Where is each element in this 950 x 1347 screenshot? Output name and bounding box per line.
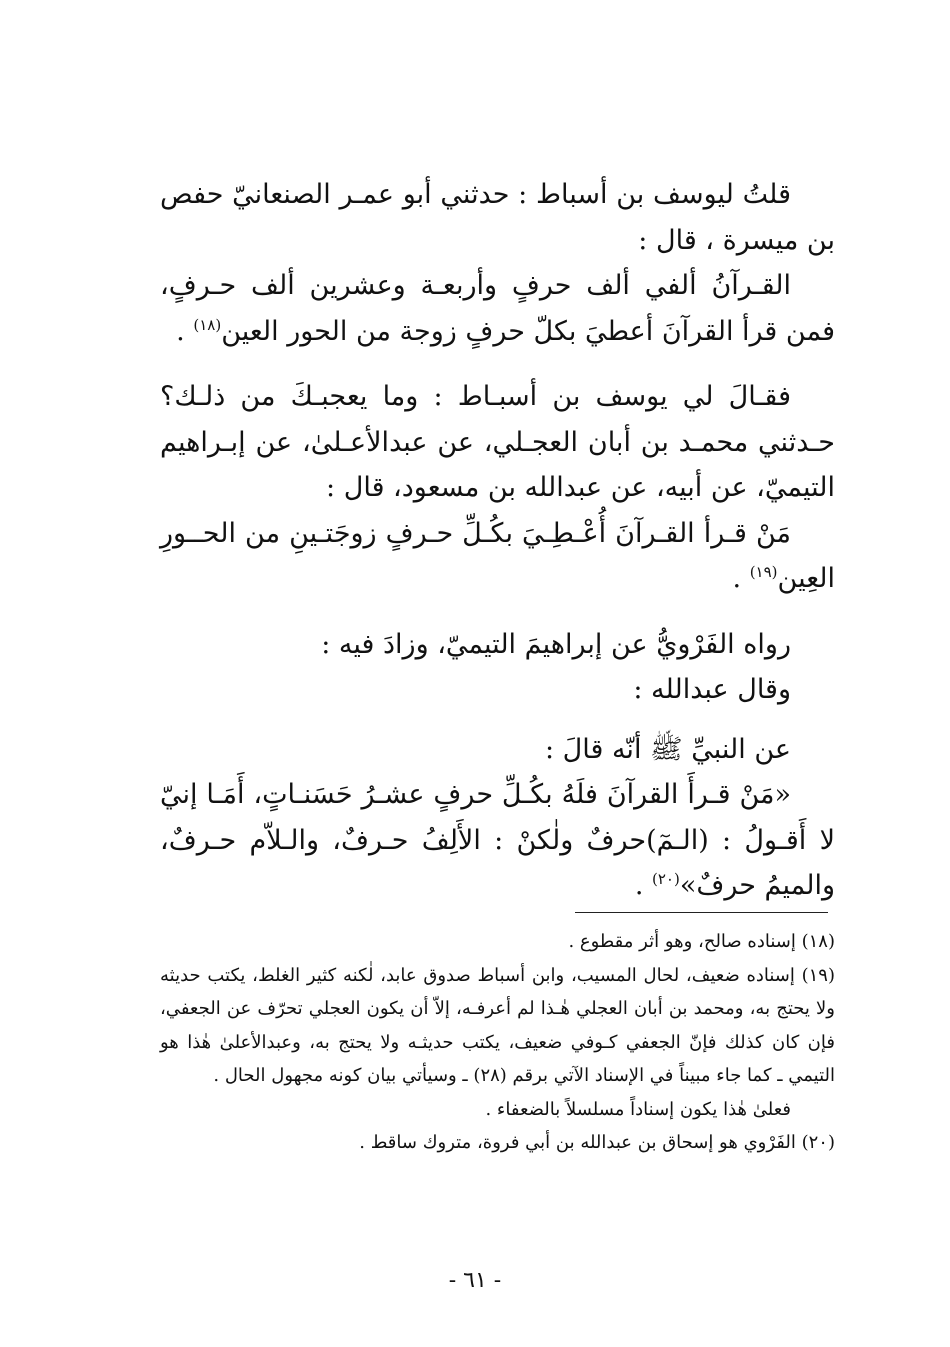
paragraph-5: رواه الفَرْويُّ عن إبراهيمَ التيميّ، وزادَ فيه :: [321, 628, 791, 660]
footnote-19: (١٩) إسناده ضعيف، لحال المسيب، وابن أسباط صدوق عابد، لٰكنه كثير الغلط، يكتب حديثه ولا يحتج به، ومحمد بن أبان العجلي هٰـذا لم أعرفـه، إلاّ أن يكون العجلي تحرّف عن الجعفي، فإن كان كذلك فإنّ الجعفي كـوفي ضعيف، يكتب حديثـه ولا يحتج به، وعبدالأعلىٰ هٰذا هو التيمي ـ كما جاء مبيناً في الإسناد الآتي برقم (٢٨) ـ وسيأتي بيان كونه مجهول الحال .: [160, 964, 835, 1086]
paragraph-7: عن النبيِّ ﷺ أنّه قالَ :: [544, 733, 791, 765]
footnote-19-continuation: فعلىٰ هٰذا يكون إسناداً مسلسلاً بالضعفاء .: [485, 1098, 791, 1120]
paragraph-8-text: «مَنْ قـرأَ القرآنَ فلَهُ بكُـلِّ حرفٍ عشـرُ حَسَنـاتٍ، أَمَـا إنيّ لا أَقـولُ : (الـمٓ)حرفٌ ولٰكنْ : الأَلِفُ حـرفٌ، والـلاّم حـرفٌ، والميمُ حرفٌ»: [160, 779, 835, 901]
paragraph-8-end: .: [634, 870, 652, 901]
page-number: - ٦١ -: [448, 1268, 502, 1293]
paragraph-2: [160, 263, 835, 354]
footnotes: [160, 925, 835, 1160]
footnote-ref-20: (٢٠): [651, 870, 680, 888]
footnote-ref-19: (١٩): [749, 563, 778, 581]
paragraph-6: وقال عبدالله :: [633, 674, 791, 705]
paragraph-3: فقـالَ لي يوسف بن أسبـاط : وما يعجبـكَ من ذلـك؟ حـدثني محمـد بن أبان العجـلي، عن عبدالأعـلىٰ، عن إبـراهيم التيميّ، عن أبيه، عن عبدالله بن مسعود، قال :: [160, 381, 835, 503]
paragraph-8: [160, 772, 835, 909]
paragraph-4-text: مَنْ قـرأ القـرآنَ أُعْـطِـيَ بكُـلِّ حـرفٍ زوجَتـينِ من الحــورِ العِين: [160, 517, 835, 594]
footnote-20: (٢٠) الفَرْوي هو إسحاق بن عبدالله بن أبي فروة، متروك ساقط .: [359, 1132, 835, 1153]
paragraph-1: قلتُ ليوسف بن أسباط : حدثني أبو عمـر الصنعانيّ حفص بن ميسرة ، قال :: [160, 179, 835, 256]
paragraph-2-text: القـرآنُ ألفي ألف حرفٍ وأربعـة وعشرين ألف حـرفٍ، فمن قرأ القرآنَ أعطيَ بكلّ حرفٍ زوجة من الحور العين: [160, 270, 835, 347]
footnote-separator: [575, 912, 828, 913]
paragraph-4: [160, 511, 835, 602]
paragraph-4-end: .: [732, 563, 750, 594]
paragraph-2-end: .: [176, 315, 194, 347]
footnote-18: (١٨) إسناده صالح، وهو أثر مقطوع .: [568, 931, 835, 952]
footnote-ref-18: (١٨): [193, 315, 222, 334]
main-text: [160, 172, 835, 909]
